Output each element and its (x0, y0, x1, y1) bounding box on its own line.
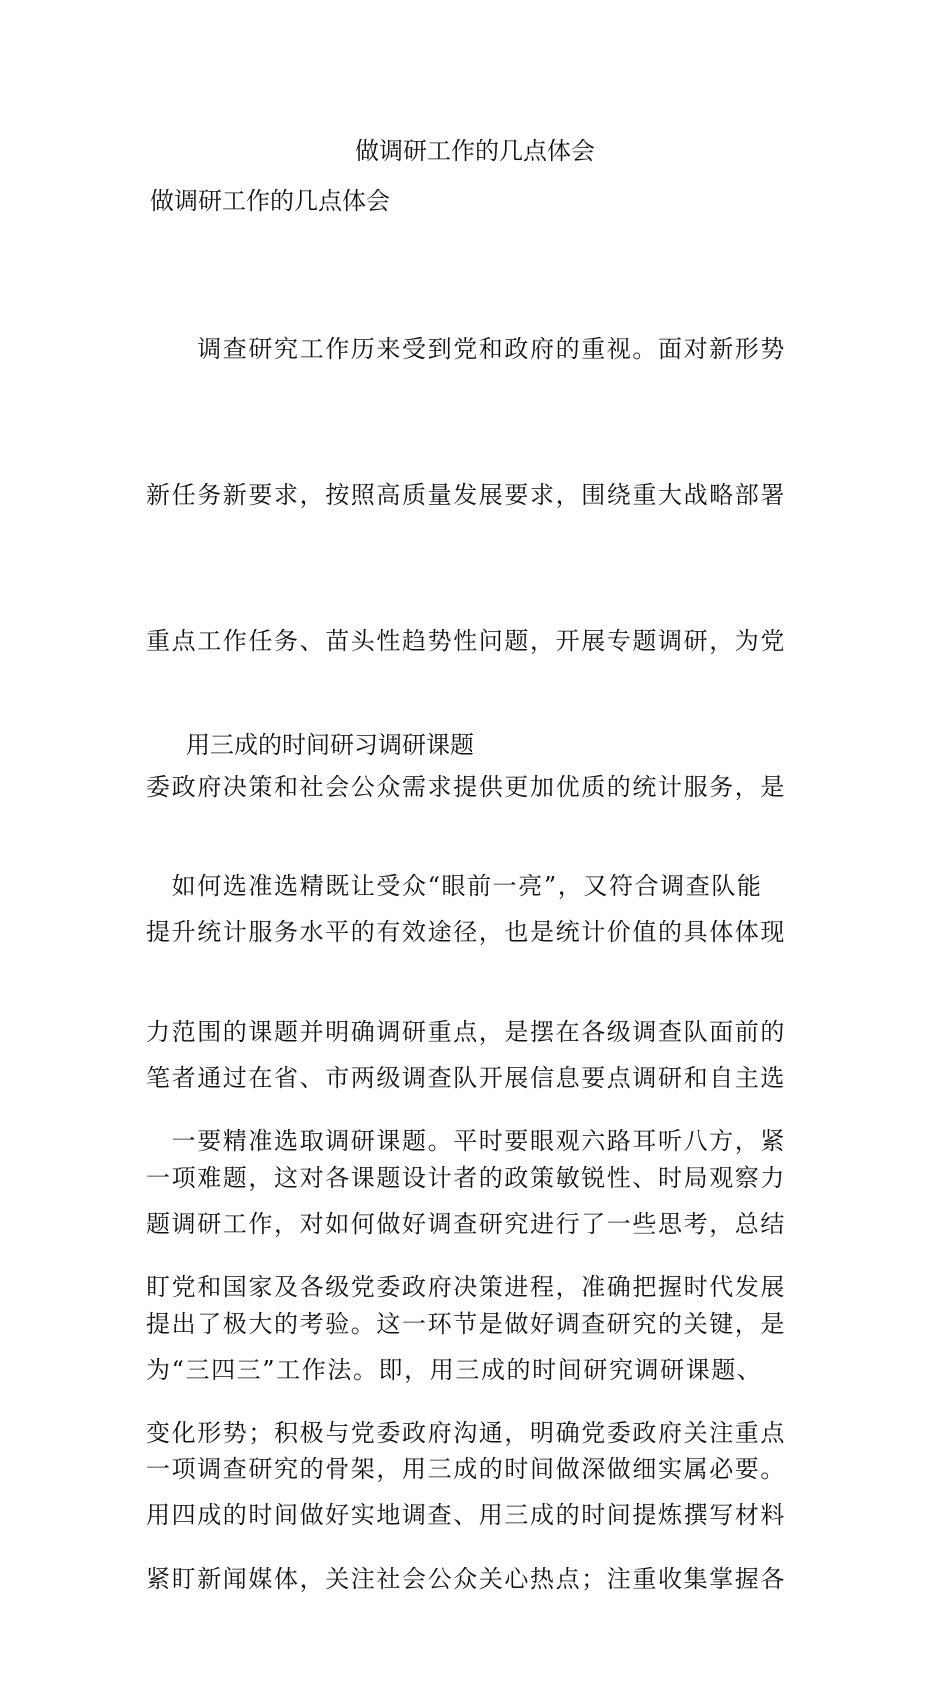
intro-line: 委政府决策和社会公众需求提供更加优质的统计服务，是 (146, 772, 786, 801)
intro-line: 用四成的时间做好实地调查、用三成的时间提炼撰写材料 (146, 1501, 786, 1530)
intro-line: 调查研究工作历来受到党和政府的重视。面对新形势 (146, 335, 786, 364)
paragraph-line: 变化形势；积极与党委政府沟通，明确党委政府关注重点 (146, 1418, 786, 1447)
intro-line: 提升统计服务水平的有效途径，也是统计价值的具体体现 (146, 918, 786, 947)
intro-line: 重点工作任务、苗头性趋势性问题，开展专题调研，为党 (146, 626, 786, 655)
paragraph-line: 紧盯新闻媒体，关注社会公众关心热点；注重收集掌握各 (146, 1564, 786, 1593)
intro-line: 题调研工作，对如何做好调查研究进行了一些思考，总结 (146, 1209, 786, 1238)
document-subtitle: 做调研工作的几点体会 (150, 187, 390, 215)
paragraph-line: 盯党和国家及各级党委政府决策进程，准确把握时代发展 (146, 1272, 786, 1301)
section-heading: 用三成的时间研习调研课题 (186, 731, 474, 759)
intro-line: 为“三四三”工作法。即，用三成的时间研究调研课题、 (146, 1355, 763, 1384)
paragraph-line: 一要精准选取调研课题。平时要眼观六路耳听八方，紧 (146, 1127, 786, 1156)
paragraph-line: 力范围的课题并明确调研重点，是摆在各级调查队面前的 (146, 1017, 786, 1046)
paragraph-line: 提出了极大的考验。这一环节是做好调查研究的关键，是 (146, 1309, 786, 1338)
paragraph-line: 一项调查研究的骨架，用三成的时间做深做细实属必要。 (146, 1455, 786, 1484)
paragraph-line: 一项难题，这对各课题设计者的政策敏锐性、时局观察力 (146, 1163, 786, 1192)
document-title: 做调研工作的几点体会 (355, 137, 595, 165)
section-paragraph-2 (146, 1020, 811, 1700)
intro-line: 笔者通过在省、市两级调查队开展信息要点调研和自主选 (146, 1064, 786, 1093)
paragraph-line: 如何选准选精既让受众“眼前一亮”，又符合调查队能 (146, 872, 763, 901)
intro-line: 新任务新要求，按照高质量发展要求，围绕重大战略部署 (146, 480, 786, 509)
